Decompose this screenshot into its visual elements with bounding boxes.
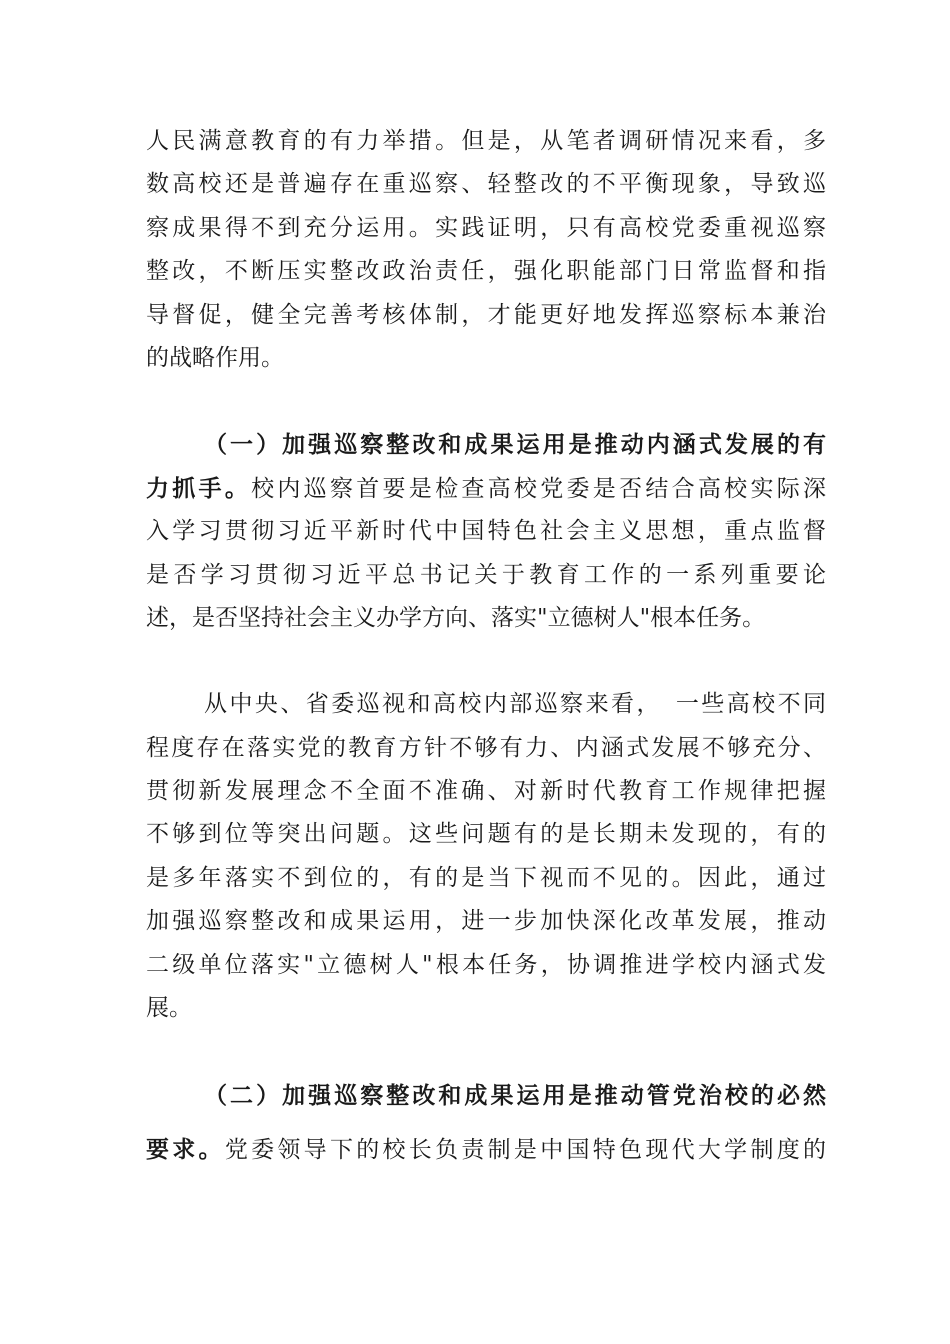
text-line: 不够到位等突出问题。这些问题有的是长期未发现的，有的 [146, 821, 826, 848]
text-line: 察成果得不到充分运用。实践证明，只有高校党委重视巡察 [146, 214, 826, 241]
section-2-body-start: 党委领导下的校长负责制是中国特色现代大学制度的 [224, 1136, 826, 1163]
paragraph-2 [146, 683, 826, 1030]
section-2-heading-continuation [146, 1128, 826, 1171]
section-2-heading: （二）加强巡察整改和成果运用是推动管党治校的必然 [204, 1082, 826, 1110]
text-line: 程度存在落实党的教育方针不够有力、内涵式发展不够充分、 [146, 734, 826, 761]
section-2 [146, 1074, 826, 1171]
text-line: 述，是否坚持社会主义办学方向、落实"立德树人"根本任务。 [146, 604, 766, 631]
paragraph-1 [146, 120, 826, 380]
text-line: 二级单位落实"立德树人"根本任务，协调推进学校内涵式发 [146, 951, 826, 978]
text-line: 入学习贯彻习近平新时代中国特色社会主义思想，重点监督 [146, 518, 826, 545]
text-line: 的战略作用。 [146, 344, 284, 371]
section-1 [146, 423, 826, 640]
text-line: 导督促，健全完善考核体制，才能更好地发挥巡察标本兼治 [146, 301, 826, 328]
section-2-heading-end: 要求。 [146, 1135, 225, 1163]
text-line: 展。 [146, 995, 192, 1022]
text-line: 人民满意教育的有力举措。但是，从笔者调研情况来看，多 [146, 128, 826, 154]
paragraph-spacer [146, 640, 826, 683]
section-1-heading-continuation [146, 467, 826, 510]
text-line: 贯彻新发展理念不全面不准确、对新时代教育工作规律把握 [146, 778, 826, 805]
text-line: 数高校还是普遍存在重巡察、轻整改的不平衡现象，导致巡 [146, 171, 826, 198]
section-1-heading-end: 力抓手。 [146, 474, 252, 502]
paragraph-spacer [146, 1030, 826, 1074]
section-1-heading: （一）加强巡察整改和成果运用是推动内涵式发展的有 [204, 431, 826, 459]
paragraph-spacer [146, 380, 826, 423]
text-line: 是否学习贯彻习近平总书记关于教育工作的一系列重要论 [146, 561, 826, 588]
document-page [146, 120, 826, 1171]
text-line: 是多年落实不到位的，有的是当下视而不见的。因此，通过 [146, 864, 826, 891]
text-line: 整改，不断压实整改政治责任，强化职能部门日常监督和指 [146, 258, 826, 285]
text-line: 加强巡察整改和成果运用，进一步加快深化改革发展，推动 [146, 908, 826, 935]
section-1-body-start: 校内巡察首要是检查高校党委是否结合高校实际深 [251, 475, 826, 502]
text-line: 从中央、省委巡视和高校内部巡察来看， 一些高校不同 [204, 691, 826, 718]
